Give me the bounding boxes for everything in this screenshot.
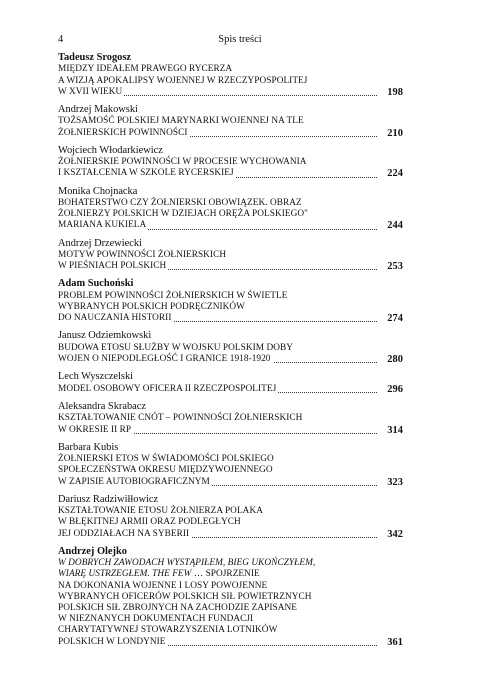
toc-title-line: [58, 261, 403, 272]
toc-title-line: [58, 313, 403, 324]
toc-author: Andrzej Makowski: [58, 104, 138, 116]
toc-title-line: [58, 209, 403, 220]
toc-entry: [58, 330, 403, 365]
toc-page-number[interactable]: 323: [387, 476, 403, 488]
toc-page-number[interactable]: 224: [387, 168, 403, 180]
toc-title-line: [58, 343, 403, 354]
toc-title-text: MARIANA KUKIELA: [58, 220, 147, 231]
toc-title-text: POLSKICH SIŁ ZBROJNYCH NA ZACHODZIE ZAPISANE: [58, 602, 298, 613]
toc-title-line: [58, 157, 403, 168]
toc-title-text: W BŁĘKITNEJ ARMII ORAZ PODLEGŁYCH: [58, 517, 241, 528]
toc-page-number[interactable]: 210: [387, 127, 403, 139]
toc-title-text: W ZAPISIE AUTOBIOGRAFICZNYM: [58, 476, 210, 487]
toc-entry: [58, 145, 403, 180]
toc-title-line: [58, 506, 403, 517]
toc-title-text: A WIZJĄ APOKALIPSY WOJENNEJ W RZECZYPOSPOLITEJ: [58, 75, 308, 86]
toc-title-text: NA DOKONANIA WOJENNE I LOSY POWOJENNE: [58, 580, 268, 591]
toc-entry: [58, 238, 403, 273]
toc-page-number[interactable]: 296: [387, 383, 403, 395]
toc-title-text: W DOBRYCH ZAWODACH WYSTĄPIŁEM, BIEG UKOŃCZYŁEM,: [58, 558, 316, 569]
toc-page-number[interactable]: 280: [387, 354, 403, 366]
toc-title-text: WYBRANYCH OFICERÓW POLSKICH SIŁ POWIETRZNYCH: [58, 591, 312, 602]
toc-title-text: KSZTAŁTOWANIE CNÓT – POWINNOŚCI ŻOŁNIERSKICH: [58, 413, 303, 424]
toc-title-text: W XVII WIEKU: [58, 86, 123, 97]
toc-title-line: [58, 637, 403, 648]
table-of-contents: [58, 52, 403, 654]
toc-title-text: BUDOWA ETOSU SŁUŻBY W WOJSKU POLSKIM DOBY: [58, 342, 294, 353]
toc-title-suffix: … SPOJRZENIE: [191, 569, 260, 580]
toc-title-line: [58, 477, 403, 488]
toc-title-line: [58, 220, 403, 231]
toc-entry: [58, 401, 403, 436]
toc-title-text: W NIEZNANYCH DOKUMENTACH FUNDACJI: [58, 614, 254, 625]
toc-title-line: [58, 87, 403, 98]
toc-page-number[interactable]: 342: [387, 528, 403, 540]
toc-page-number[interactable]: 361: [387, 636, 403, 648]
toc-title-text: W PIEŚNIACH POLSKICH: [58, 261, 167, 272]
toc-title-text: TOŻSAMOŚĆ POLSKIEJ MARYNARKI WOJENNEJ NA TLE: [58, 116, 304, 127]
toc-title-text: MODEL OSOBOWY OFICERA II RZECZPOSPOLITEJ: [58, 383, 277, 394]
toc-title-line: [58, 614, 403, 625]
toc-title-line: [58, 603, 403, 614]
toc-title-text: ŻOŁNIERSKI ETOS W ŚWIADOMOŚCI POLSKIEGO: [58, 454, 274, 465]
toc-title-text: POLSKICH W LONDYNIE: [58, 636, 166, 647]
toc-title-line: [58, 302, 403, 313]
toc-title-text: PROBLEM POWINNOŚCI ŻOŁNIERSKICH W ŚWIETLE: [58, 290, 288, 301]
toc-author: Janusz Odziemkowski: [58, 330, 152, 342]
toc-author: Adam Suchoński: [58, 278, 134, 290]
toc-author: Wojciech Włodarkiewicz: [58, 144, 163, 156]
toc-author: Barbara Kubis: [58, 441, 119, 453]
toc-entry: [58, 546, 403, 648]
toc-title-line: [58, 128, 403, 139]
toc-title-line: [58, 625, 403, 636]
toc-title-text: WYBRANYCH POLSKICH PODRĘCZNIKÓW: [58, 302, 245, 313]
toc-page-number[interactable]: 198: [387, 86, 403, 98]
toc-title-text: MIĘDZY IDEAŁEM PRAWEGO RYCERZA: [58, 64, 233, 75]
toc-title-text: CHARYTATYWNEJ STOWARZYSZENIA LOTNIKÓW: [58, 625, 278, 636]
toc-page-number[interactable]: 244: [387, 220, 403, 232]
toc-title-line: [58, 465, 403, 476]
toc-title-line: [58, 250, 403, 261]
toc-title-text: KSZTAŁTOWANIE ETOSU ŻOŁNIERZA POLAKA: [58, 506, 263, 517]
toc-title-text: ŻOŁNIERZY POLSKICH W DZIEJACH ORĘŻA POLSKIEGO": [58, 209, 308, 220]
page-number: 4: [58, 34, 64, 45]
toc-title-text: MOTYW POWINNOŚCI ŻOŁNIERSKICH: [58, 250, 227, 261]
toc-page-number[interactable]: 253: [387, 261, 403, 273]
toc-title-text: DO NAUCZANIA HISTORII: [58, 313, 172, 324]
toc-title-text: JEJ ODDZIAŁACH NA SYBERII: [58, 528, 190, 539]
toc-title-text: I KSZTAŁCENIA W SZKOLE RYCERSKIEJ: [58, 168, 234, 179]
toc-title-line: [58, 425, 403, 436]
toc-title-text: WOJEN O NIEPODLEGŁOŚĆ I GRANICE 1918-1920: [58, 354, 271, 365]
toc-author: Monika Chojnacka: [58, 185, 138, 197]
toc-entry: [58, 442, 403, 488]
toc-author: Andrzej Olejko: [58, 545, 127, 557]
toc-author: Tadeusz Srogosz: [58, 52, 132, 63]
toc-title-line: [58, 116, 403, 127]
toc-author: Lech Wyszczelski: [58, 371, 134, 383]
toc-title-line: [58, 384, 403, 395]
toc-page-number[interactable]: 274: [387, 313, 403, 325]
toc-title-text: W OKRESIE II RP: [58, 424, 132, 435]
toc-title-line: [58, 168, 403, 179]
toc-title-line: [58, 76, 403, 87]
toc-title-line: [58, 64, 403, 75]
toc-entry: [58, 52, 403, 98]
running-title: Spis treści: [218, 34, 262, 45]
toc-title-line: [58, 454, 403, 465]
toc-page-number[interactable]: 314: [387, 424, 403, 436]
toc-title-text: ŻOŁNIERSKIE POWINNOŚCI W PROCESIE WYCHOWANIA: [58, 157, 307, 168]
toc-title-line: [58, 581, 403, 592]
toc-entry: [58, 104, 403, 139]
toc-entry: [58, 494, 403, 540]
page-header: [58, 34, 422, 48]
toc-entry: [58, 371, 403, 395]
toc-author: Aleksandra Skrabacz: [58, 400, 146, 412]
toc-author: Andrzej Drzewiecki: [58, 237, 142, 249]
toc-title-line: [58, 354, 403, 365]
toc-title-text: WIARĘ USTRZEGŁEM. THE FEW: [58, 569, 192, 580]
toc-title-line: [58, 413, 403, 424]
toc-title-line: [58, 517, 403, 528]
toc-title-text: SPOŁECZEŃSTWA OKRESU MIĘDZYWOJENNEGO: [58, 465, 273, 476]
toc-entry: [58, 186, 403, 232]
toc-title-line: [58, 198, 403, 209]
toc-title-line: [58, 529, 403, 540]
toc-title-text: BOHATERSTWO CZY ŻOŁNIERSKI OBOWIĄZEK. OBRAZ: [58, 198, 302, 209]
toc-title-line: [58, 291, 403, 302]
toc-author: Dariusz Radziwiłłowicz: [58, 493, 159, 505]
toc-title-line: [58, 558, 403, 569]
toc-title-line: [58, 569, 403, 580]
toc-title-text: ŻOŁNIERSKICH POWINNOŚCI: [58, 127, 188, 138]
toc-entry: [58, 278, 403, 324]
toc-title-line: [58, 592, 403, 603]
